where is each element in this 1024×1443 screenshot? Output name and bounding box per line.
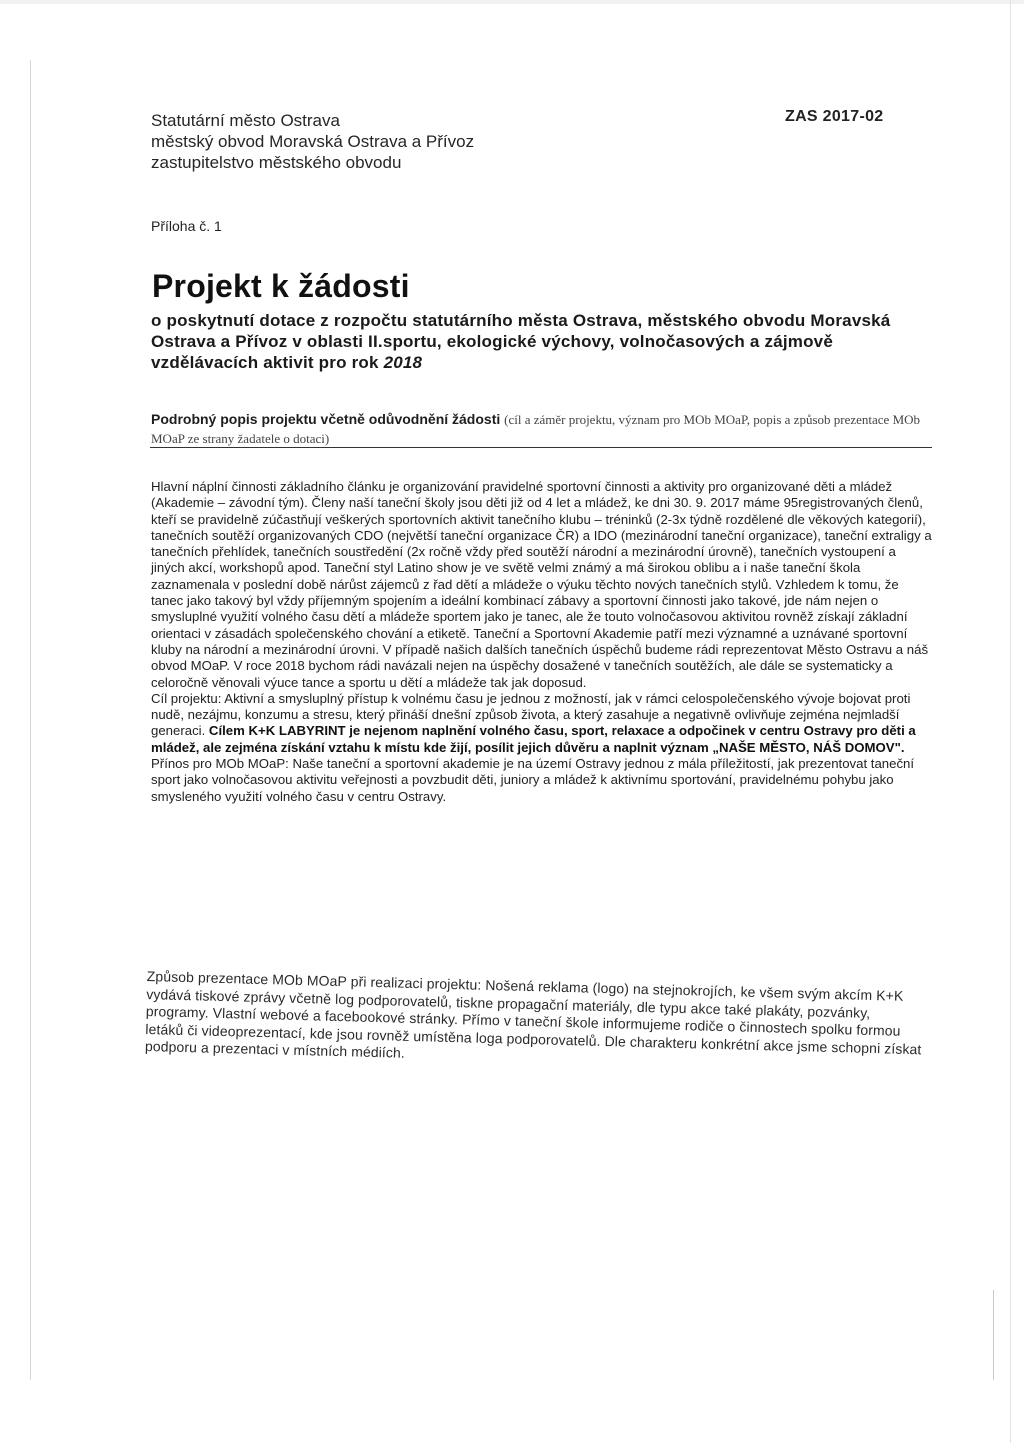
- subtitle-year: 2018: [383, 353, 423, 372]
- section-heading: [151, 410, 941, 448]
- issuer-header: [151, 110, 474, 173]
- attachment-label: Příloha č. 1: [151, 218, 222, 234]
- paragraph-project-goal: [151, 691, 933, 756]
- section-heading-note: (cíl a záměr projektu, význam pro MOb MOaP, popis a způsob prezentace MOb MOaP ze strany žadatele o dotaci): [151, 412, 921, 446]
- presentation-text: Způsob prezentace MOb MOaP při realizaci projektu: Nošená reklama (logo) na stejnokrojích, ke všem svým akcím K+K vydává tiskové zprávy včetně log podporovatelů, tiskne propagační materiály, dle typu akce také plakáty, pozvánky, programy. Vlastní webové a facebookové stránky. Přímo v taneční škole informujeme rodiče o činnostech spolku formou letáků či videoprezentací, kde jsou rovněž umístěna loga podporovatelů. Dle charakteru konkrétní akce jsme schopni získat podporu a prezentaci v místních médiích.: [144, 968, 922, 1061]
- paragraph-main-activity: Hlavní náplní činnosti základního článku je organizování pravidelné sportovní činnosti a aktivity pro organizované děti a mládež (Akademie – závodní tým). Členy naší taneční školy jsou děti již od 4 let a mládež, ke dni 30. 9. 2017 máme 95registrovaných členů, kteří se pravidelně zúčastňují veškerých sportovních aktivit tanečního klubu – tréninků (2-3x týdně rozdělené dle věkových kategorií), tanečních soutěží organizovaných CDO (největší taneční organizace ČR) a IDO (mezinárodní taneční organizace), taneční extraligy a tanečních přehlídek, tanečních soustředění (2x ročně vždy před soutěží národní a mezinárodní úrovně), tanečních vystoupení a jiných akcí, workshopů apod. Taneční styl Latino show je ve světě velmi známý a má širokou oblibu a i naše taneční škola zaznamenala v poslední době nárůst zájemců z řad dětí a mládeže o výuku těchto nových tanečních stylů. Vzhledem k tomu, že tanec jako takový byl vždy příjemným spojením a ideální kombinací zábavy a sportovní činnosti jako takové, jde nám nejen o smysluplné využití volného času dětí a mládeže sportem jako je tanec, ale že touto volnočasovou aktivitou rovněž získají základní orientaci v zásadách společenského chování a etiketě. Taneční a Sportovní Akademie patří mezi významné a uznávané sportovní kluby na národní a mezinárodní úrovni. V případě našich dalších tanečních úspěchů budeme rádi reprezentovat Město Ostravu a náš obvod MOaP. V roce 2018 bychom rádi navázali nejen na úspěchy dosažené v tanečních soutěžích, ale dále se systematicky a celoročně věnovali výuce tance a sportu u dětí a mládeže tak jak doposud.: [151, 479, 932, 690]
- issuer-district: městský obvod Moravská Ostrava a Přívoz: [151, 132, 475, 151]
- scan-edge-top: [0, 0, 1024, 4]
- section-heading-title: Podrobný popis projektu včetně odůvodnění žádosti: [151, 411, 501, 427]
- subtitle-text: o poskytnutí dotace z rozpočtu statutárního města Ostrava, městského obvodu Moravská Ostrava a Přívoz v oblasti II.sportu, ekologické výchovy, volnočasových a zájmově vzdělávacích aktivit pro rok: [151, 311, 891, 372]
- document-code: ZAS 2017-02: [785, 108, 884, 125]
- presentation-paragraph: [145, 968, 932, 1076]
- scan-mark: [993, 1290, 994, 1380]
- goal-highlight: Cílem K+K LABYRINT je nejenom naplnění volného času, sport, relaxace a odpočinek v centru Ostravy pro děti a mládež, ale zejména získání vztahu k místu kde žijí, posílit jejich důvěru a naplnit význam „NAŠE MĚSTO, NÁŠ DOMOV".: [151, 723, 916, 755]
- section-divider: [150, 447, 932, 448]
- issuer-council: zastupitelstvo městského obvodu: [151, 153, 402, 172]
- page-title: Projekt k žádosti: [152, 268, 410, 304]
- page-subtitle: [151, 310, 941, 373]
- goal-text: Cíl projektu: Aktivní a smysluplný přístup k volnému času je jednou z možností, jak v rámci celospolečenského vývoje bojovat proti nudě, nezájmu, konzumu a stresu, který přináší dnešní způsob života, a který zasahuje a negativně ovlivňuje zejména nejmladší generaci.: [151, 690, 911, 739]
- project-description: [151, 479, 933, 805]
- scan-edge-left: [30, 60, 31, 1380]
- scan-edge-right: [1010, 0, 1011, 1443]
- paragraph-benefit: Přínos pro MOb MOaP: Naše taneční a sportovní akademie je na území Ostravy jednou z mála příležitostí, jak prezentovat taneční sport jako volnočasovou aktivitu veřejnosti a povzbudit děti, juniory a mládež k aktivnímu sportování, pravidelnému pohybu jako smysleného využití volného času v centru Ostravy.: [151, 756, 915, 804]
- issuer-city: Statutární město Ostrava: [151, 111, 340, 130]
